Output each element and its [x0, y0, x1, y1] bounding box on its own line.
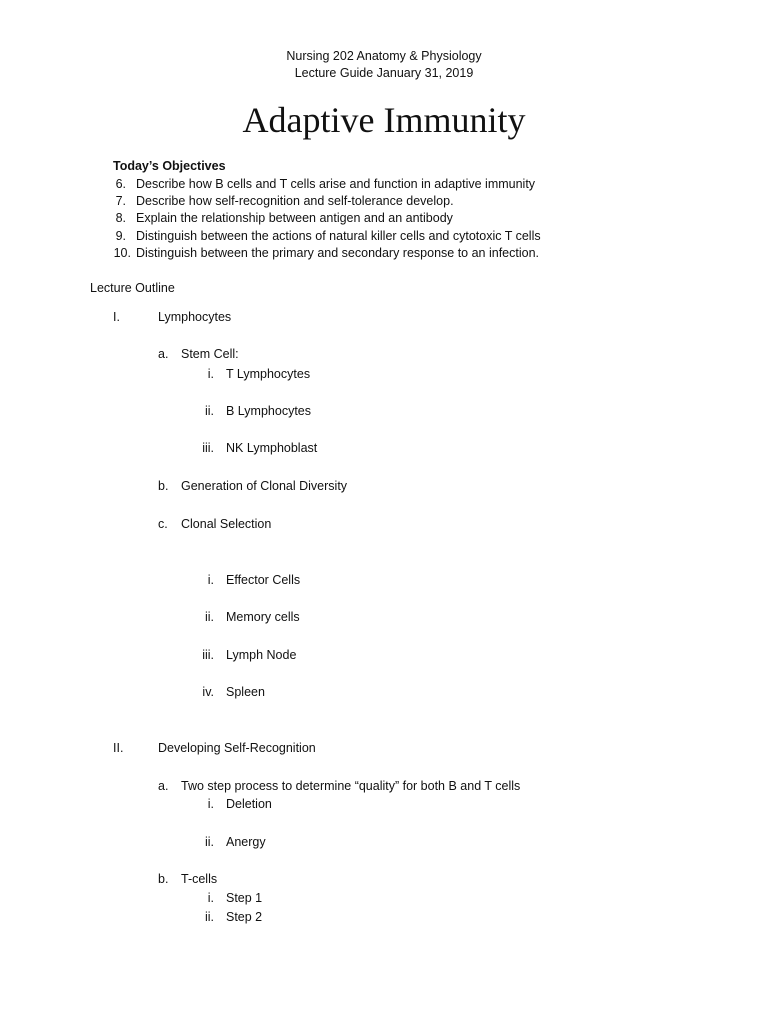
objective-text: Describe how B cells and T cells arise and function in adaptive immunity [136, 177, 536, 191]
subsection-label-clonal-selection: Clonal Selection [181, 517, 272, 531]
objective-text: Distinguish between the actions of natural killer cells and cytotoxic T cells [136, 229, 541, 243]
section-number: I. [113, 310, 120, 324]
objective-text: Explain the relationship between antigen and an antibody [136, 211, 453, 225]
item-numeral: i. [207, 891, 214, 905]
objective-number: 9. [115, 229, 126, 243]
item-numeral: i. [207, 573, 214, 587]
item-text: NK Lymphoblast [226, 441, 318, 455]
item-text: T Lymphocytes [226, 367, 311, 381]
item-text: Lymph Node [226, 648, 297, 662]
item-numeral: iii. [202, 441, 214, 455]
subsection-label-t-cells: T-cells [181, 872, 218, 886]
section-number: II. [113, 741, 124, 755]
objective-text: Distinguish between the primary and secondary response to an infection. [136, 246, 540, 260]
item-text: B Lymphocytes [226, 404, 311, 418]
item-numeral: ii. [204, 610, 214, 624]
item-numeral: i. [207, 367, 214, 381]
item-numeral: ii. [204, 910, 214, 924]
item-text: Step 1 [226, 891, 263, 905]
objective-number: 8. [115, 211, 126, 225]
subsection-letter: c. [158, 517, 168, 531]
section-label-self-recognition: Developing Self-Recognition [158, 741, 316, 755]
item-text: Memory cells [226, 610, 300, 624]
subsection-label-stem-cell: Stem Cell: [181, 347, 239, 361]
lecture-guide-date: Lecture Guide January 31, 2019 [294, 66, 474, 80]
objective-number: 10. [113, 246, 131, 260]
item-numeral: iv. [202, 685, 214, 699]
item-text: Effector Cells [226, 573, 301, 587]
item-numeral: i. [207, 797, 214, 811]
objective-number: 6. [115, 177, 126, 191]
subsection-letter: b. [158, 479, 169, 493]
item-text: Spleen [226, 685, 265, 699]
subsection-label-clonal-diversity: Generation of Clonal Diversity [181, 479, 348, 493]
item-numeral: ii. [204, 835, 214, 849]
item-text: Anergy [226, 835, 266, 849]
item-text: Step 2 [226, 910, 263, 924]
subsection-letter: a. [158, 779, 169, 793]
subsection-letter: a. [158, 347, 169, 361]
objectives-heading: Today’s Objectives [113, 159, 226, 173]
item-numeral: ii. [204, 404, 214, 418]
item-numeral: iii. [202, 648, 214, 662]
section-label-lymphocytes: Lymphocytes [158, 310, 232, 324]
course-title: Nursing 202 Anatomy & Physiology [286, 49, 482, 63]
subsection-label-two-step: Two step process to determine “quality” for both B and T cells [181, 779, 521, 793]
outline-heading: Lecture Outline [90, 281, 175, 295]
page-title: Adaptive Immunity [242, 100, 526, 140]
objective-text: Describe how self-recognition and self-tolerance develop. [136, 194, 454, 208]
item-text: Deletion [226, 797, 272, 811]
objective-number: 7. [115, 194, 126, 208]
subsection-letter: b. [158, 872, 169, 886]
